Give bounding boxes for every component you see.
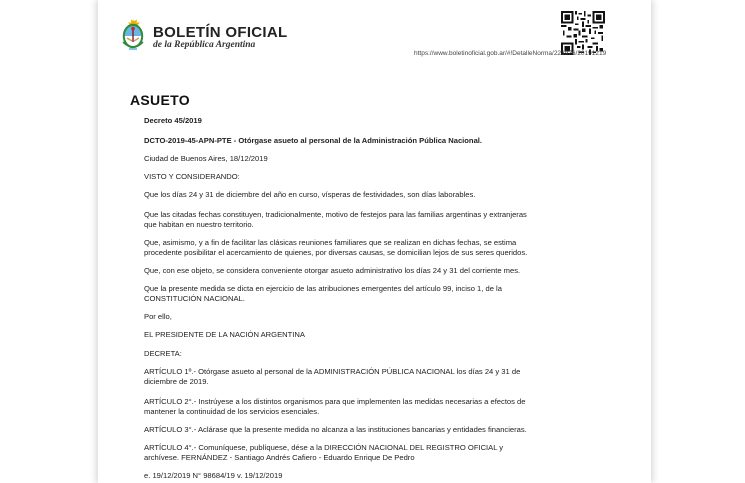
paragraph: Que, asimismo, y a fin de facilitar las clásicas reuniones familiares que se realizan en dichas fechas, se estima xyxy=(144,238,517,247)
paragraph: Que las citadas fechas constituyen, tradicionalmente, motivo de festejos para las familias argentinas y extranjeras xyxy=(144,210,527,219)
article: ARTÍCULO 2°.- Instrúyese a los distintos organismos para que implementen las medidas necesarias a efectos de xyxy=(144,397,526,406)
paragraph: Por ello, xyxy=(144,312,172,321)
argentina-seal-icon xyxy=(118,16,148,52)
article: mantener la continuidad de los servicios esenciales. xyxy=(144,407,320,416)
paragraph: procedente posibilitar el acercamiento de quienes, por diversas causas, se domicilian lejos de sus seres queridos. xyxy=(144,248,528,257)
paragraph: VISTO Y CONSIDERANDO: xyxy=(144,172,240,181)
decree-number: Decreto 45/2019 xyxy=(144,116,202,125)
decree-code: DCTO-2019-45-APN-PTE - Otórgase asueto al personal de la Administración Pública Nacional. xyxy=(144,136,483,145)
header-title: BOLETÍN OFICIAL xyxy=(153,24,288,41)
article: archívese. FERNÁNDEZ - Santiago Andrés Cafiero - Eduardo Enrique De Pedro xyxy=(144,453,415,462)
header-subtitle: de la República Argentina xyxy=(153,40,256,50)
paragraph: que habitan en nuestro territorio. xyxy=(144,220,254,229)
article: ARTÍCULO 1º.- Otórgase asueto al personal de la ADMINISTRACIÓN PÚBLICA NACIONAL los días 24 y 31 de xyxy=(144,367,521,376)
article: ARTÍCULO 3°.- Aclárase que la presente medida no alcanza a las instituciones bancarias y entidades financieras. xyxy=(144,425,527,434)
paragraph: CONSTITUCIÓN NACIONAL. xyxy=(144,294,245,303)
place-date: Ciudad de Buenos Aires, 18/12/2019 xyxy=(144,154,268,163)
paragraph: DECRETA: xyxy=(144,349,182,358)
paragraph: Que los días 24 y 31 de diciembre del año en curso, vísperas de festividades, son días laborables. xyxy=(144,190,476,199)
publication-line: e. 19/12/2019 N° 98684/19 v. 19/12/2019 xyxy=(144,471,283,480)
section-title: ASUETO xyxy=(130,92,190,108)
norm-url[interactable]: https://www.boletinoficial.gob.ar/#!DetalleNorma/223976/20191219 xyxy=(414,50,607,57)
paragraph: Que, con ese objeto, se considera conveniente otorgar asueto administrativo los días 24 y 31 del corriente mes. xyxy=(144,266,521,275)
qr-code-icon[interactable] xyxy=(561,11,605,55)
article: diciembre de 2019. xyxy=(144,377,209,386)
paragraph: EL PRESIDENTE DE LA NACIÓN ARGENTINA xyxy=(144,330,305,339)
paragraph: Que la presente medida se dicta en ejercicio de las atribuciones emergentes del artículo 99, inciso 1, de la xyxy=(144,284,502,293)
article: ARTÍCULO 4°.- Comuníquese, publíquese, dése a la DIRECCIÓN NACIONAL DEL REGISTRO OFICIAL y xyxy=(144,443,504,452)
